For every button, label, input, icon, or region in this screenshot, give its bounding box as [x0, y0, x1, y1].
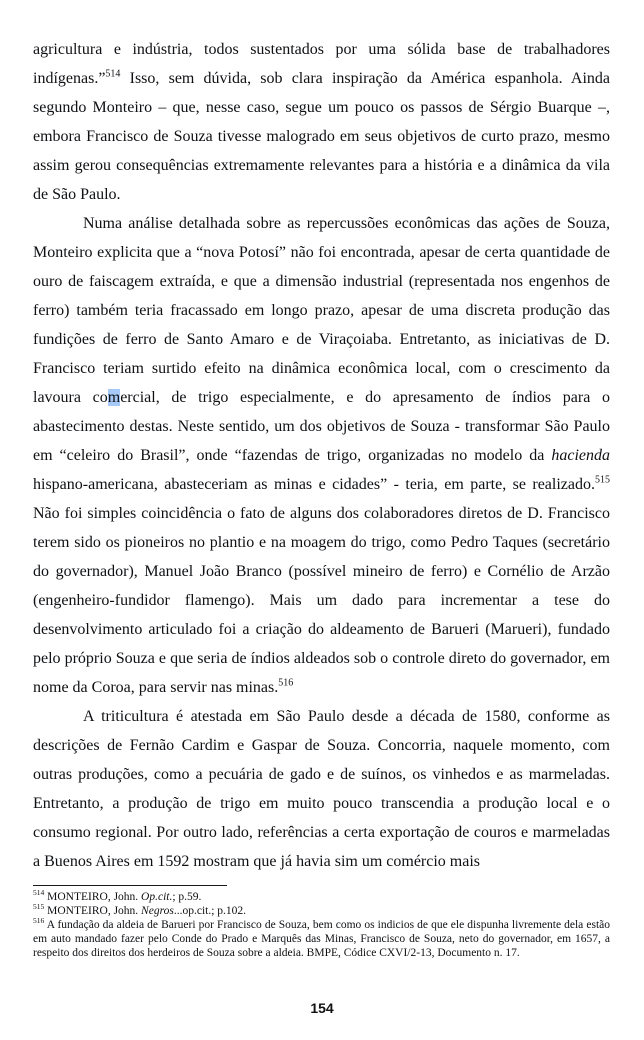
footnote-ref: 516 [33, 916, 45, 926]
text-segment: A triticultura é atestada em São Paulo desde a década de 1580, conforme as descrições de Fernão Cardim e Gaspar de Souza. Concorria, naquele momento, com outras produções, como a pecuária de gado e de suínos, os vinhedos e as marmeladas. Entretanto, a produção de trigo em muito pouco transcendia a produção local e o consumo regional. Por outro lado, referências a certa exportação de couros e marmeladas a Buenos Aires em 1592 mostram que já havia sim um comércio mais [33, 708, 610, 870]
footnote-ref: 514 [105, 68, 121, 80]
text-segment: MONTEIRO, John. [44, 905, 142, 917]
text-segment: MONTEIRO, John. [44, 891, 142, 903]
footnote-ref: 515 [33, 902, 45, 912]
footnote-ref: 515 [595, 474, 610, 486]
body-paragraph [33, 209, 610, 702]
italic-text: Op.cit. [141, 891, 173, 903]
italic-text: hacienda [551, 447, 610, 464]
footnote [33, 904, 610, 918]
body-paragraph [33, 702, 610, 876]
footnotes-section [33, 890, 610, 960]
body-text [33, 35, 610, 876]
footnote-separator [33, 885, 227, 886]
text-segment: Isso, sem dúvida, sob clara inspiração da América espanhola. Ainda segundo Monteiro – que, nesse caso, segue um pouco os passos de Sérgio Buarque –, embora Francisco de Souza tivesse malogrado em seus objetivos de curto prazo, mesmo assim gerou consequências extremamente relevantes para a história e a dinâmica da vila de São Paulo. [33, 70, 610, 203]
footnote [33, 890, 610, 904]
page-number: 154 [310, 1000, 334, 1016]
body-paragraph [33, 35, 610, 209]
footnote [33, 918, 610, 960]
footnote-ref: 516 [278, 677, 294, 689]
text-segment: ...op.cit.; p.102. [173, 905, 247, 917]
text-segment: A fundação da aldeia de Barueri por Francisco de Souza, bem como os indicios de que ele dispunha livremente dela estão em auto mandado fazer pelo Conde do Prado e Marquês das Minas, Francisco de Souza, neto do governador, em 1657, a respeito dos direitos dos herdeiros de Souza sobre a aldeia. BMPE, Códice CXVI/2-13, Documento n. 17. [33, 919, 610, 959]
text-segment: Numa análise detalhada sobre as repercussões econômicas das ações de Souza, Monteiro explicita que a “nova Potosí” não foi encontrada, apesar de certa quantidade de ouro de faiscagem extraída, e que a dimensão industrial (representada nos engenhos de ferro) também teria fracassado em longo prazo, apesar de uma discreta produção das fundições de ferro de Santo Amaro e de Viraçoiaba. Entretanto, as iniciativas de D. Francisco teriam surtido efeito na dinâmica econômica local, com o crescimento da lavoura co [33, 215, 610, 406]
text-segment: Não foi simples coincidência o fato de alguns dos colaboradores diretos de D. Francisco terem sido os pioneiros no plantio e na moagem do trigo, como Pedro Taques (secretário do governador), Manuel João Branco (possível mineiro de ferro) e Cornélio de Arzão (engenheiro-fundidor flamengo). Mais um dado para incrementar a tese do desenvolvimento articulado foi a criação do aldeamento de Barueri (Marueri), fundado pelo próprio Souza e que seria de índios aldeados sob o controle direto do governador, em nome da Coroa, para servir nas minas. [33, 505, 610, 696]
footnote-ref: 514 [33, 888, 45, 898]
selection-highlight: m [107, 389, 121, 406]
text-segment: hispano-americana, abasteceriam as minas e cidades” - teria, em parte, se realizado. [33, 476, 595, 493]
text-segment: agricultura e indústria, todos sustentados por uma sólida base de trabalhadores indígenas.” [33, 41, 610, 87]
text-segment: ; p.59. [172, 891, 202, 903]
text-segment: ercial, de trigo especialmente, e do apresamento de índios para o abastecimento destas. Neste sentido, um dos objetivos de Souza - transformar São Paulo em “celeiro do Brasil”, onde “fazendas de trigo, organizadas no modelo da [33, 389, 611, 464]
italic-text: Negros [141, 905, 174, 917]
